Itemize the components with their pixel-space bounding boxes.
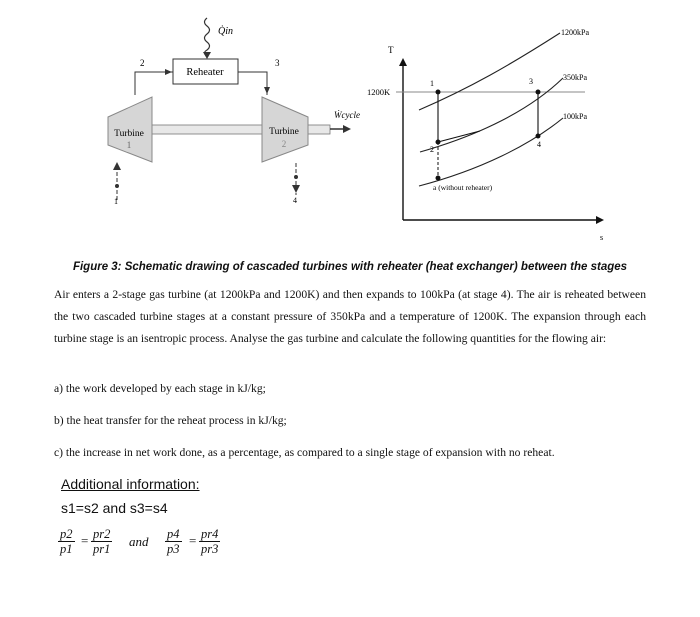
state-4-label: 4	[293, 196, 297, 205]
ts-point-1-label: 1	[430, 79, 434, 88]
ts-point-2	[436, 140, 441, 145]
ts-point-1	[436, 90, 441, 95]
fraction-pr4-pr3	[199, 527, 220, 557]
fraction-pr3: pr3	[201, 542, 219, 556]
q-in-label: Q̇in	[218, 26, 233, 37]
question-c: c) the increase in net work done, as a percentage, as compared to a single stage of expansion with no reheat.	[54, 446, 555, 459]
s-axis-label: s	[600, 233, 604, 242]
ts-point-4	[536, 134, 541, 139]
ts-point-2-label: 2	[430, 145, 434, 154]
question-a: a) the work developed by each stage in kJ/kg;	[54, 382, 266, 395]
ts-point-3	[536, 90, 541, 95]
fraction-pr1: pr1	[93, 542, 111, 556]
ts-point-4-label: 4	[537, 140, 541, 149]
question-b: b) the heat transfer for the reheat process in kJ/kg;	[54, 414, 287, 427]
and-word: and	[129, 534, 149, 549]
turbine-1-label: Turbine	[114, 129, 144, 139]
fraction-p1: p1	[60, 542, 73, 556]
turbine-1-number: 1	[126, 140, 132, 150]
temp-label: 1200K	[367, 87, 391, 97]
figure-caption: Figure 3: Schematic drawing of cascaded turbines with reheater (heat exchanger) between the stages	[72, 261, 628, 273]
state-2-label: 2	[140, 58, 145, 68]
isobar-100kpa	[419, 118, 563, 186]
additional-info-heading: Additional information:	[61, 476, 200, 492]
ts-point-3-label: 3	[529, 77, 533, 86]
fraction-p3: p3	[167, 542, 180, 556]
isobar-1200kpa-label: 1200kPa	[561, 28, 589, 37]
s-axis-arrowhead	[596, 216, 604, 224]
work-label: Ẇcycle	[334, 110, 360, 120]
reheat-2-3	[438, 131, 480, 142]
equals-sign-2: =	[189, 533, 197, 548]
fraction-p2: p2	[60, 527, 73, 541]
reheater-label: Reheater	[186, 67, 224, 78]
equals-sign-1: =	[81, 533, 89, 548]
isobar-350kpa-label: 350kPa	[563, 73, 587, 82]
fraction-pr4: pr4	[201, 527, 219, 541]
isobar-100kpa-label: 100kPa	[563, 112, 587, 121]
fraction-pr2: pr2	[93, 527, 111, 541]
state-3-label: 3	[275, 58, 280, 68]
t-axis-arrowhead	[399, 58, 407, 66]
ts-point-a-label: a (without reheater)	[433, 183, 493, 192]
turbine-2-number: 2	[281, 139, 287, 149]
ts-point-a	[436, 176, 441, 181]
fraction-p2-p1	[58, 527, 75, 557]
turbine-2-label: Turbine	[269, 127, 299, 137]
fraction-p4: p4	[167, 527, 180, 541]
t-axis-label: T	[388, 45, 394, 55]
fraction-pr2-pr1	[91, 527, 112, 557]
fraction-p4-p3	[165, 527, 182, 557]
state-1-label: 1	[114, 197, 118, 206]
entropy-relation: s1=s2 and s3=s4	[61, 500, 168, 516]
problem-statement: Air enters a 2-stage gas turbine (at 1200kPa and 1200K) and then expands to 100kPa (at stage 4). The air is reheated between the two cascaded turbine stages at a constant pressure of 350kPa and a temperature of 1200K. The expansion through each turbine stage is an isentropic process. Analyse the gas turbine and calculate the following quantities for the flowing air:	[54, 288, 646, 345]
